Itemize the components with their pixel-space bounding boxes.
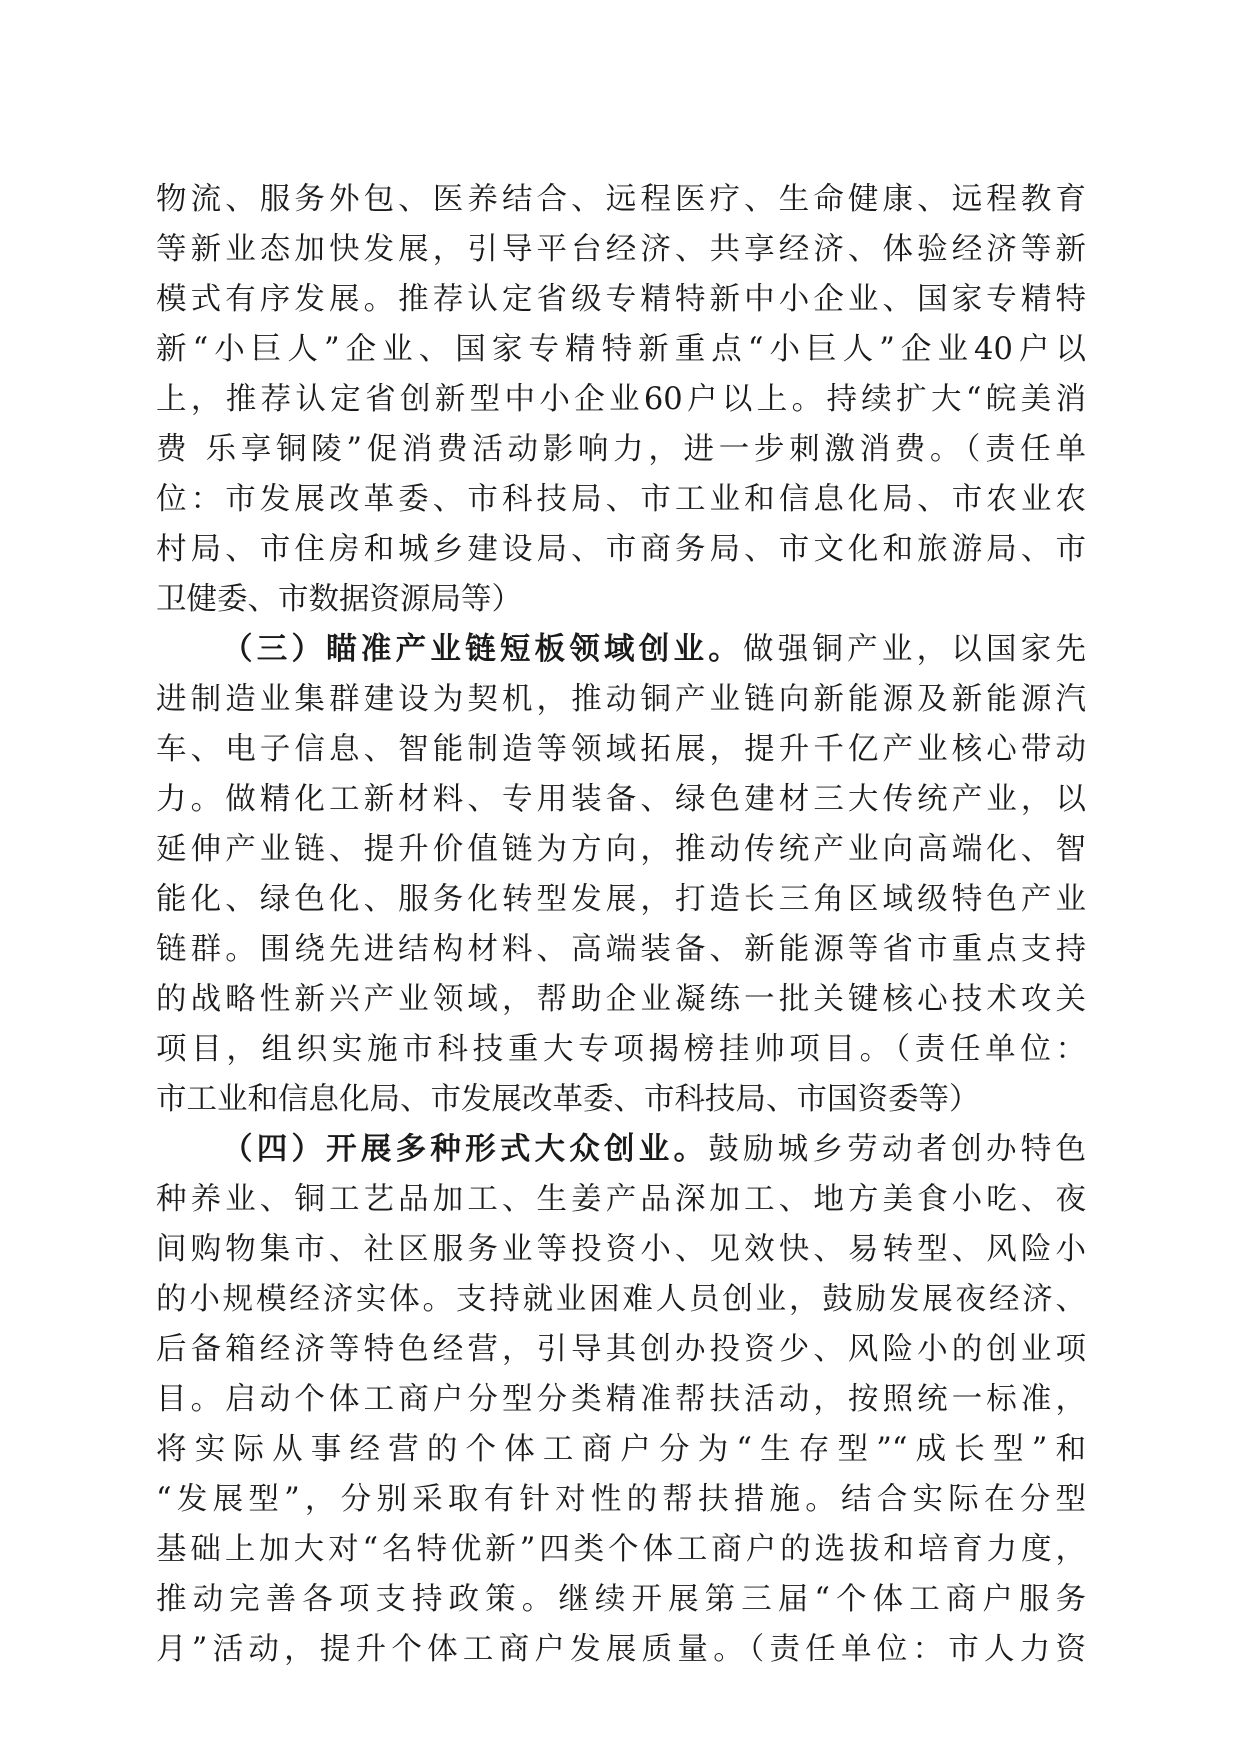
paragraph-industry-chain-entrepreneurship	[156, 625, 1086, 1125]
text-line: 车、电子信息、智能制造等领域拓展，提升千亿产业核心带动	[156, 732, 1086, 767]
heading-line-rest: 做强铜产业，以国家先	[742, 632, 1086, 667]
text-line: 市工业和信息化局、市发展改革委、市科技局、市国资委等）	[156, 1082, 980, 1117]
text-line: 等新业态加快发展，引导平台经济、共享经济、体验经济等新	[156, 232, 1086, 267]
paragraph-mass-entrepreneurship	[156, 1125, 1086, 1675]
text-line: 物流、服务外包、医养结合、远程医疗、生命健康、远程教育	[156, 182, 1086, 217]
text-line: 进制造业集群建设为契机，推动铜产业链向新能源及新能源汽	[156, 682, 1086, 717]
section-heading-line	[156, 625, 1086, 675]
text-line: 力。做精化工新材料、专用装备、绿色建材三大传统产业，以	[156, 782, 1086, 817]
text-line: 的战略性新兴产业领域，帮助企业凝练一批关键核心技术攻关	[156, 982, 1086, 1017]
section-heading-4: （四）开展多种形式大众创业。	[222, 1132, 709, 1167]
text-line: 间购物集市、社区服务业等投资小、见效快、易转型、风险小	[156, 1232, 1086, 1267]
text-line: 链群。围绕先进结构材料、高端装备、新能源等省市重点支持	[156, 932, 1086, 967]
text-line: 卫健委、市数据资源局等）	[156, 582, 522, 617]
text-line: 延伸产业链、提升价值链为方向，推动传统产业向高端化、智	[156, 832, 1086, 867]
text-line: 月”活动，提升个体工商户发展质量。（责任单位：市人力资	[156, 1632, 1086, 1667]
section-heading-line	[156, 1125, 1086, 1175]
text-line: 后备箱经济等特色经营，引导其创办投资少、风险小的创业项	[156, 1332, 1086, 1367]
heading-line-rest: 鼓励城乡劳动者创办特色	[708, 1132, 1087, 1167]
document-body	[156, 175, 1086, 1675]
section-heading-3: （三）瞄准产业链短板领域创业。	[222, 632, 743, 667]
paragraph-consumption-services	[156, 175, 1086, 625]
text-line: 能化、绿色化、服务化转型发展，打造长三角区域级特色产业	[156, 882, 1086, 917]
text-line: 村局、市住房和城乡建设局、市商务局、市文化和旅游局、市	[156, 532, 1086, 567]
text-line: 目。启动个体工商户分型分类精准帮扶活动，按照统一标准，	[156, 1382, 1086, 1417]
text-line: 将实际从事经营的个体工商户分为“生存型”“成长型”和	[156, 1432, 1086, 1467]
text-line: 位：市发展改革委、市科技局、市工业和信息化局、市农业农	[156, 482, 1086, 517]
text-line: 项目，组织实施市科技重大专项揭榜挂帅项目。（责任单位：	[156, 1032, 1086, 1067]
text-line: 种养业、铜工艺品加工、生姜产品深加工、地方美食小吃、夜	[156, 1182, 1086, 1217]
text-line: 的小规模经济实体。支持就业困难人员创业，鼓励发展夜经济、	[156, 1282, 1086, 1317]
text-line: 上，推荐认定省创新型中小企业60户以上。持续扩大“皖美消	[156, 382, 1086, 417]
text-line: 费 乐享铜陵”促消费活动影响力，进一步刺激消费。（责任单	[156, 432, 1086, 467]
text-line: 模式有序发展。推荐认定省级专精特新中小企业、国家专精特	[156, 282, 1086, 317]
text-line: 推动完善各项支持政策。继续开展第三届“个体工商户服务	[156, 1582, 1086, 1617]
text-line: 新“小巨人”企业、国家专精特新重点“小巨人”企业40户以	[156, 332, 1086, 367]
text-line: “发展型”，分别采取有针对性的帮扶措施。结合实际在分型	[156, 1482, 1086, 1517]
text-line: 基础上加大对“名特优新”四类个体工商户的选拔和培育力度，	[156, 1532, 1086, 1567]
